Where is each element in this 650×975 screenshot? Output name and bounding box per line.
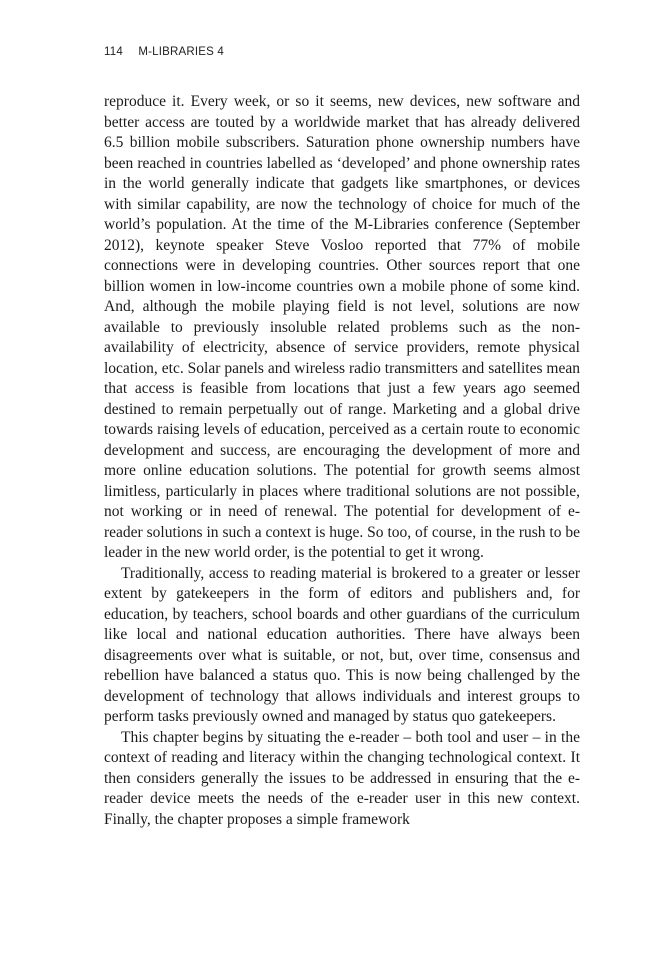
paragraph-gatekeepers: Traditionally, access to reading material is brokered to a greater or lesser extent by gatekeepers in the form of editors and publishers and, for education, by teachers, school boards and other guardians of the curriculum like local and national education authorities. There have always been disagreements over what is suitable, or not, but, over time, consensus and rebellion have balanced a status quo. This is now being challenged by the development of technology that allows individuals and interest groups to perform tasks previously owned and managed by status quo gatekeepers. (104, 564, 580, 725)
paragraph-continued: reproduce it. Every week, or so it seems, new devices, new software and better access are touted by a worldwide market that has already delivered 6.5 billion mobile subscribers. Saturation phone ownership numbers have been reached in countries labelled as ‘developed’ and phone ownership rates in the world generally indicate that gadgets like smartphones, or devices with similar capability, are now the technology of choice for much of the world’s population. At the time of the M-Libraries conference (September 2012), keynote speaker Steve Vosloo reported that 77% of mobile connections were in developing countries. Other sources report that one billion women in low-income countries own a mobile phone of some kind. And, although the mobile playing field is not level, solutions are now available to previously insoluble related problems such as the non-availability of electricity, absence of service providers, remote physical location, etc. Solar panels and wireless radio transmitters and satellites mean that access is feasible from locations that just a few years ago seemed destined to remain perpetually out of range. Marketing and a global drive towards raising levels of education, perceived as a certain route to economic development and success, are encouraging the development of more and more online education solutions. The potential for growth seems almost limitless, particularly in places where traditional solutions are not possible, not working or in need of renewal. The potential for development of e-reader solutions in such a context is huge. So too, of course, in the rush to be leader in the new world order, is the potential to get it wrong. (104, 93, 580, 561)
running-header (104, 46, 224, 58)
paragraph-chapter-overview: This chapter begins by situating the e-reader – both tool and user – in the context of reading and literacy within the changing technological context. It then considers generally the issues to be addressed in ensuring that the e-reader device meets the needs of the e-reader user in this new context. Finally, the chapter proposes a simple framework (104, 728, 580, 828)
body-text (104, 92, 580, 830)
running-title: M-LIBRARIES 4 (138, 46, 225, 58)
page-number: 114 (104, 46, 123, 58)
